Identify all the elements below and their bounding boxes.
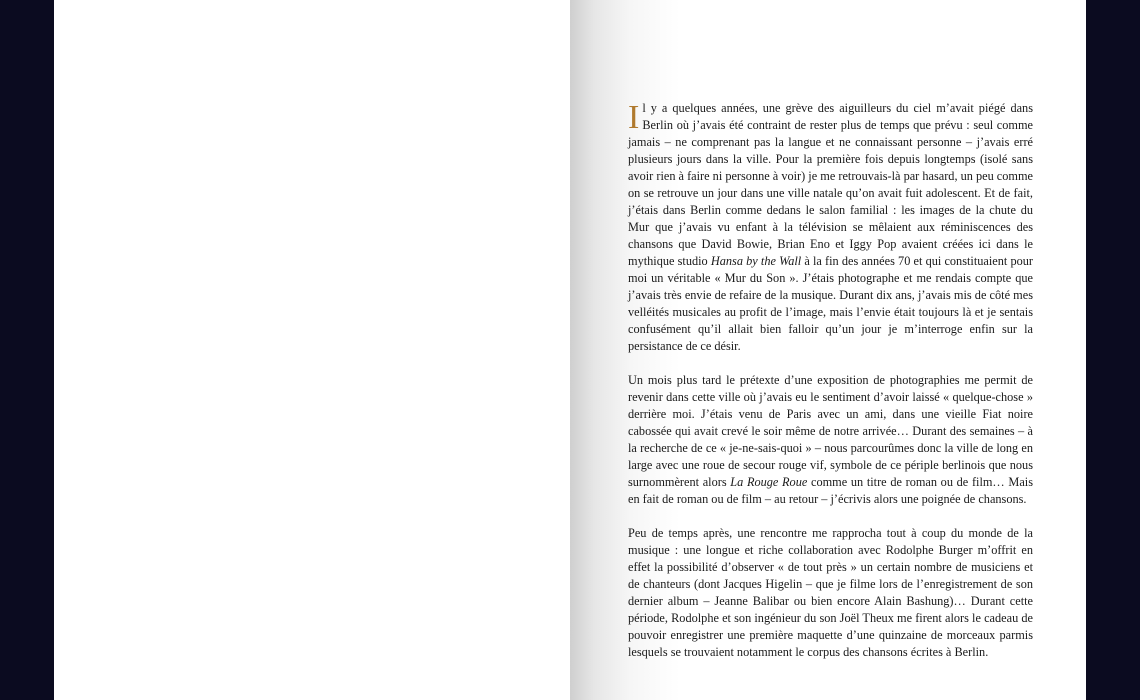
right-frame <box>1086 0 1140 700</box>
paragraph-2-text-b: comme un titre de roman ou de film… Mais en fait de roman ou de film – au retour – j’écrivis alors une poignée de chansons. <box>628 475 1033 506</box>
paragraph-2-text-a: Un mois plus tard le prétexte d’une exposition de photographies me permit de revenir dans cette ville où j’avais eu le sentiment d’avoir laissé « quelque-chose » derrière moi. J’étais venu de Paris avec un ami, dans une vieille Fiat noire cabossée qui avait crevé le soir même de notre arrivée… Durant des semaines – à la recherche de ce « je-ne-sais-quoi » – nous parcourûmes donc la ville de long en large avec une roue de secour rouge vif, symbole de ce périple berlinois que nous surnommèrent alors <box>628 373 1033 489</box>
left-frame <box>0 0 54 700</box>
drop-cap: I <box>628 99 640 136</box>
left-page <box>54 0 570 700</box>
studio-title: Hansa by the Wall <box>710 254 802 268</box>
nickname-title: La Rouge Roue <box>730 475 808 489</box>
paragraph-1 <box>628 100 1033 355</box>
text-column <box>628 100 1033 678</box>
paragraph-1-text-a: l y a quelques années, une grève des aiguilleurs du ciel m’avait piégé dans Berlin où j’avais été contraint de rester plus de temps que prévu : seul comme jamais – ne comprenant pas la langue et ne connaissant personne – j’avais erré plusieurs jours dans la ville. Pour la première fois depuis longtemps (isolé sans avoir rien à faire ni personne à voir) je me retrouvais-là par hasard, un peu comme on se retrouve un jour dans une ville natale qu’on avait fuit adolescent. Et de fait, j’étais dans Berlin comme dedans le salon familial : les images de la chute du Mur que j’avais vu enfant à la télévision se mêlaient aux réminiscences des chansons que David Bowie, Brian Eno et Iggy Pop avaient créées ici dans le mythique studio <box>628 101 1033 268</box>
right-page <box>570 0 1086 700</box>
paragraph-3: Peu de temps après, une rencontre me rapprocha tout à coup du monde de la musique : une longue et riche collaboration avec Rodolphe Burger m’offrit en effet la possibilité d’observer « de tout près » un certain nombre de musiciens et de chanteurs (dont Jacques Higelin – que je filme lors de l’enregistrement de son dernier album – Jeanne Balibar ou bien encore Alain Bashung)… Durant cette période, Rodolphe et son ingénieur du son Joël Theux me firent alors le cadeau de pouvoir enregistrer une première maquette d’une quinzaine de morceaux parmis lesquels se trouvaient notamment le corpus des chansons écrites à Berlin. <box>628 526 1033 659</box>
paragraph-2 <box>628 372 1033 508</box>
paragraph-1-text-b: à la fin des années 70 et qui constituaient pour moi un véritable « Mur du Son ». J’étais photographe et me rendais compte que j’avais très envie de refaire de la musique. Durant dix ans, j’avais mis de côté mes velléités musicales au profit de l’image, mais l’envie était toujours là et je sentais confusément qu’il allait bien falloir qu’un jour je m’interroge enfin sur la persistance de ce désir. <box>628 254 1033 353</box>
